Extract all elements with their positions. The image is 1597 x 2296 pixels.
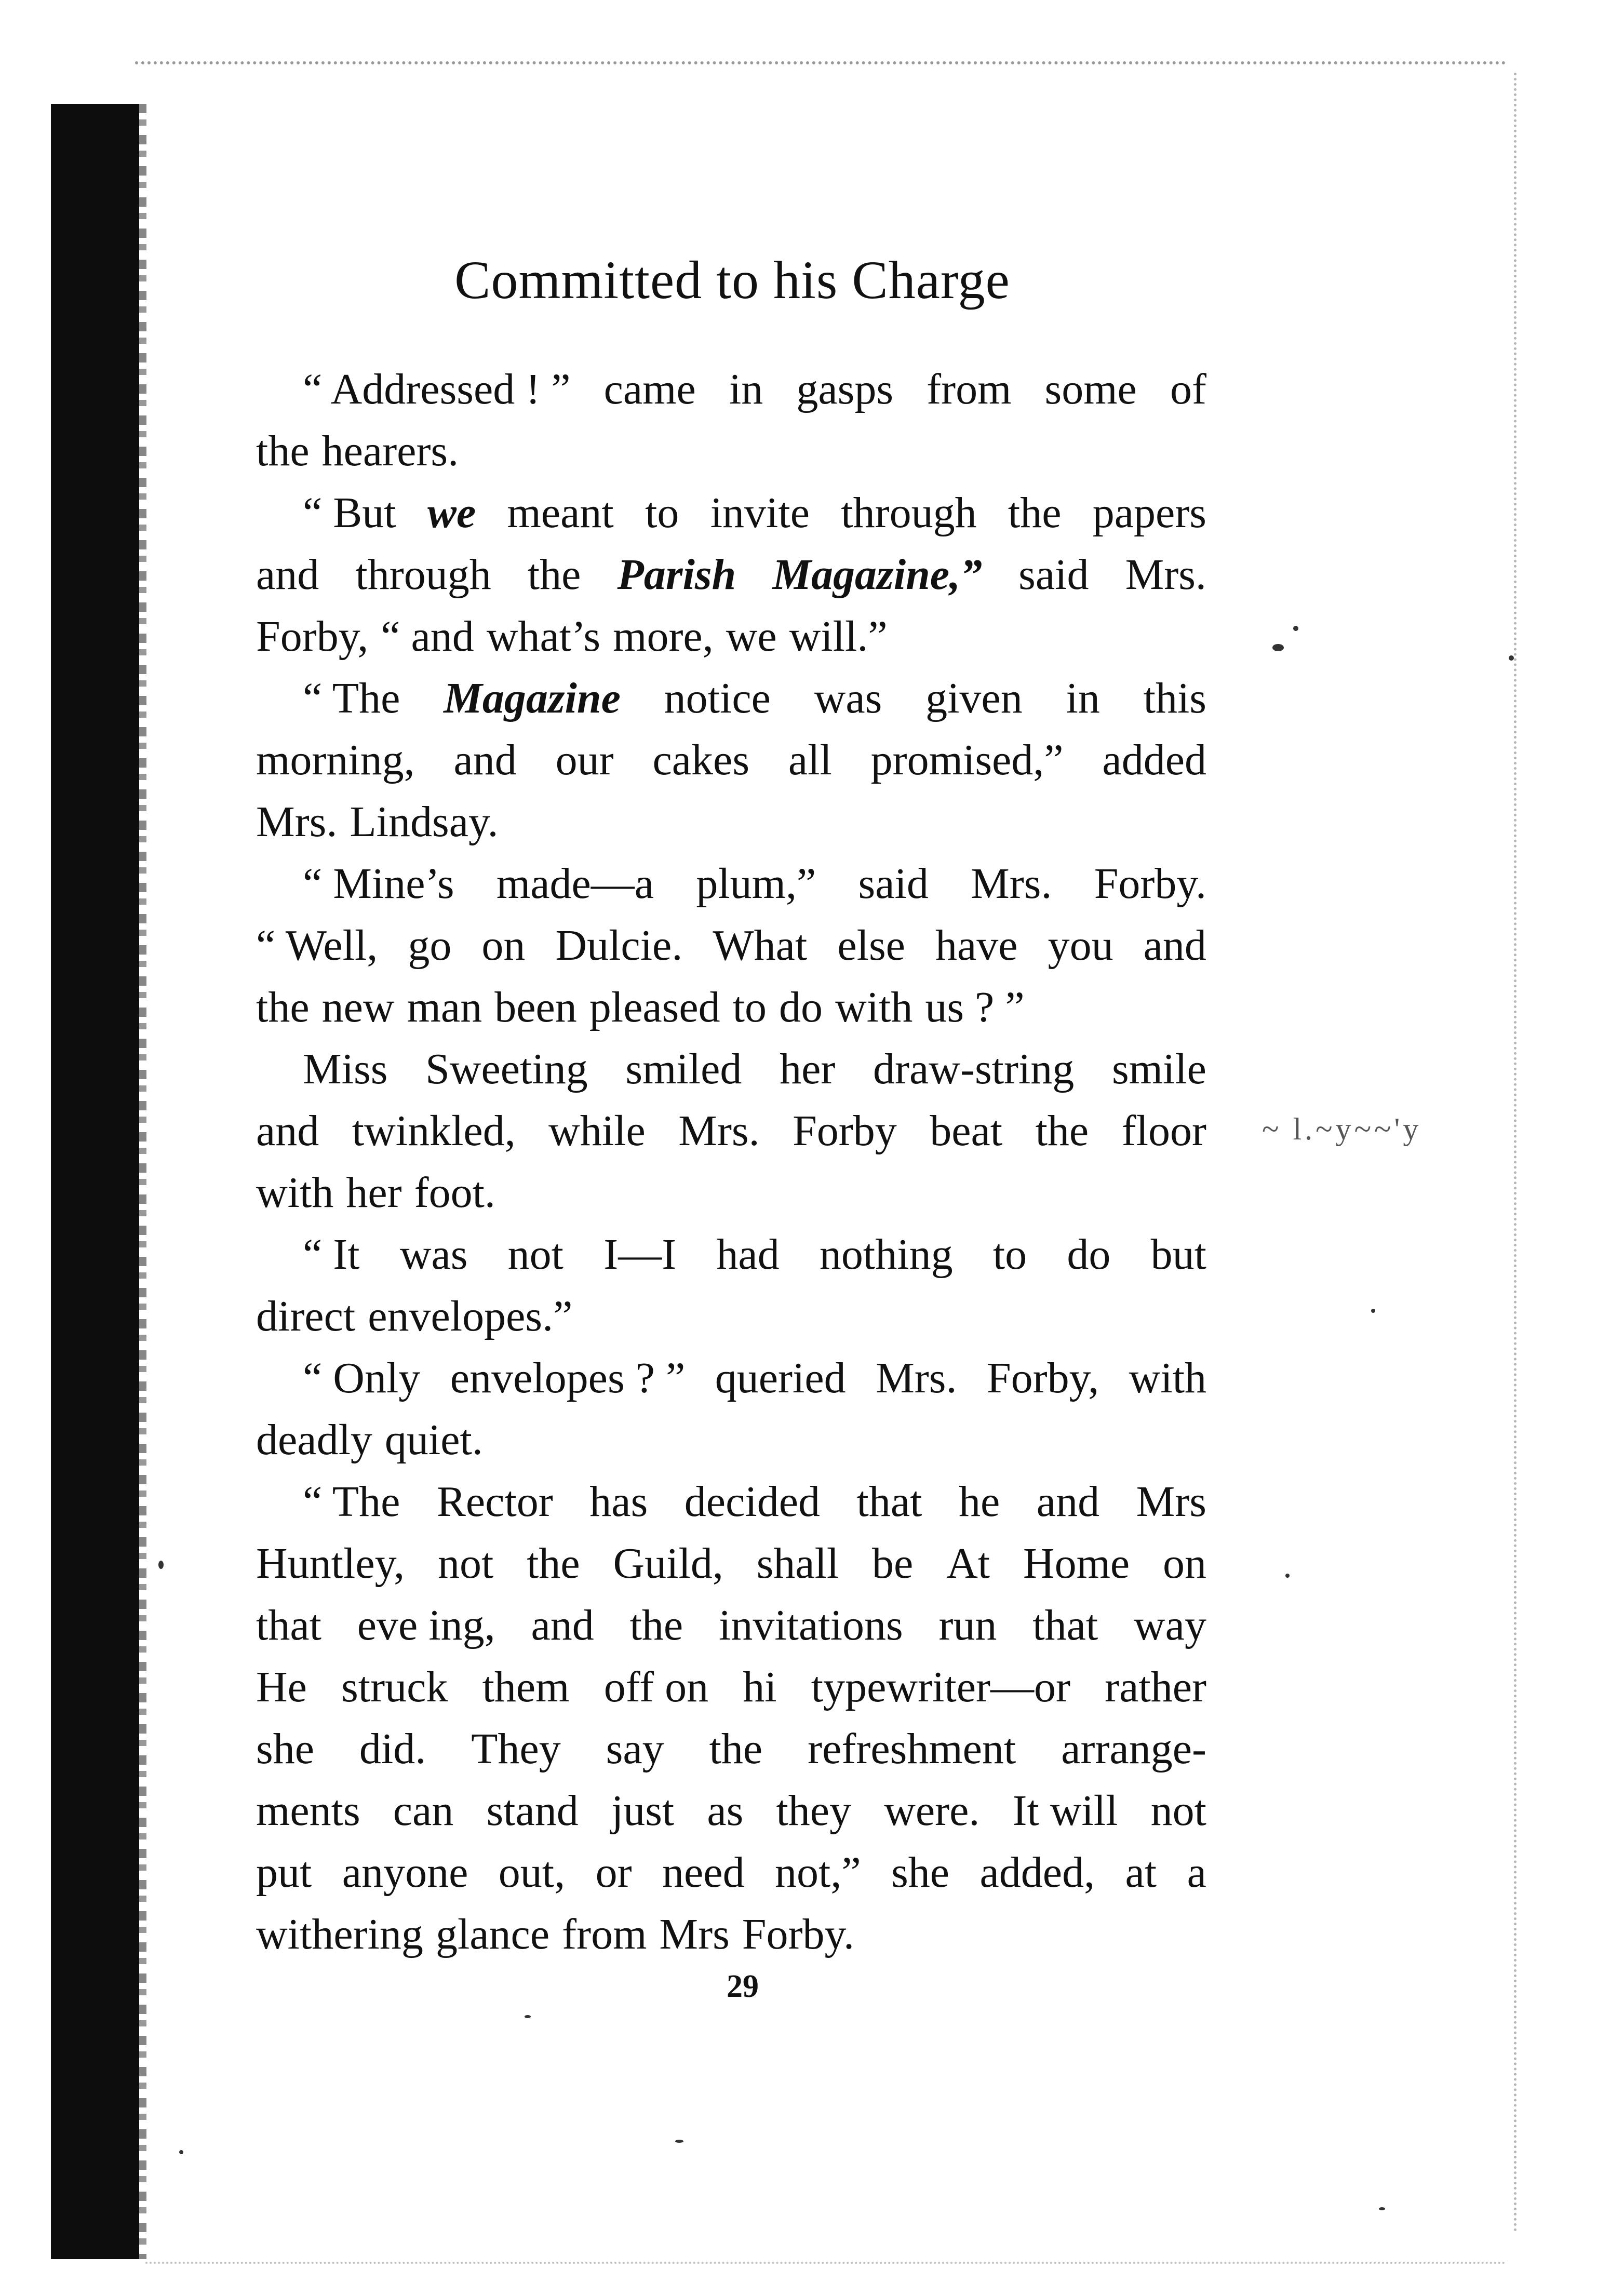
word: envelopes ? ” (450, 1354, 686, 1402)
word: through (841, 489, 977, 537)
word: some (1044, 365, 1137, 413)
word: Guild, (613, 1539, 723, 1588)
word: us ? ” (925, 983, 1025, 1031)
word: “ Only (303, 1354, 421, 1402)
word: not,” (775, 1848, 861, 1897)
word: stand (486, 1787, 579, 1835)
word: more, (613, 612, 714, 661)
word: the (709, 1725, 763, 1773)
word: with (835, 983, 913, 1031)
text-line (256, 1285, 1206, 1347)
word: while (548, 1107, 646, 1155)
binding-strip (51, 104, 139, 2259)
word: run (938, 1601, 997, 1649)
word: and (1143, 921, 1206, 970)
word: notice (664, 674, 771, 722)
speck (675, 2140, 683, 2143)
word: say (606, 1725, 664, 1773)
word: shall (756, 1539, 839, 1588)
word: given (925, 674, 1023, 722)
word: cakes (652, 736, 750, 784)
speck (1509, 655, 1514, 661)
word: hi (743, 1663, 777, 1711)
text-line (256, 358, 1206, 420)
word: the (1008, 489, 1062, 537)
word: or (595, 1848, 632, 1897)
word: papers (1092, 489, 1206, 537)
word: deadly (256, 1416, 372, 1464)
word: the (256, 983, 310, 1031)
word: just (611, 1787, 675, 1835)
word: not (507, 1230, 564, 1279)
word: that (856, 1478, 922, 1526)
word: invitations (718, 1601, 903, 1649)
word: with (1129, 1354, 1206, 1402)
word: Mrs. (678, 1107, 760, 1155)
word: hearers. (321, 427, 459, 475)
word: Sweeting (425, 1045, 588, 1093)
word: invite (710, 489, 810, 537)
speck (1293, 626, 1298, 631)
word: was (399, 1230, 468, 1279)
word: else (837, 921, 905, 970)
word: not (437, 1539, 494, 1588)
word: ments (256, 1787, 360, 1835)
text-line (256, 1594, 1206, 1656)
word: Forby, (986, 1354, 1099, 1402)
word: envelopes.” (368, 1292, 573, 1340)
word: direct (256, 1292, 356, 1340)
word: go (408, 921, 452, 970)
word: has (589, 1478, 648, 1526)
speck (1272, 644, 1284, 651)
word: draw-string (873, 1045, 1075, 1093)
word: our (555, 736, 614, 784)
word: What (713, 921, 808, 970)
word: from (562, 1910, 647, 1958)
word: “ and (381, 612, 474, 661)
word: Forby. (742, 1910, 855, 1958)
text-line (256, 1409, 1206, 1471)
word: she (891, 1848, 950, 1897)
text-line (256, 606, 1206, 667)
word: eve ing, (357, 1601, 495, 1649)
word: rather (1105, 1663, 1206, 1711)
word: we (726, 612, 777, 661)
text-line (256, 1533, 1206, 1594)
word: them (482, 1663, 570, 1711)
text-line (256, 976, 1206, 1038)
word: all (788, 736, 832, 784)
word: He (256, 1663, 307, 1711)
word: It will (1012, 1787, 1118, 1835)
word: what’s (486, 612, 601, 661)
word: They (471, 1725, 561, 1773)
word: but (1150, 1230, 1206, 1279)
word: “ Mine’s (303, 860, 454, 908)
word: Forby, (256, 612, 369, 661)
word: the (256, 427, 310, 475)
word: with (256, 1169, 334, 1217)
word: queried (715, 1354, 846, 1402)
word: “ But (303, 489, 396, 537)
word: this (1143, 674, 1206, 722)
word: have (935, 921, 1018, 970)
word: At (946, 1539, 990, 1588)
text-line (256, 729, 1206, 791)
word: and (531, 1601, 594, 1649)
text-line (256, 1656, 1206, 1718)
word: as (707, 1787, 744, 1835)
text-line (256, 482, 1206, 544)
speck (1371, 1309, 1375, 1313)
text-line (256, 544, 1206, 606)
word: Miss (303, 1045, 388, 1093)
word: Mrs (1136, 1478, 1206, 1526)
word: you (1048, 921, 1113, 970)
text-line (256, 1100, 1206, 1162)
text-line (256, 1162, 1206, 1224)
word: on (481, 921, 526, 970)
word: “ Well, (256, 921, 378, 970)
word: her (780, 1045, 836, 1093)
word: Lindsay. (350, 798, 499, 846)
page-edge-top (135, 61, 1506, 64)
word: “ The (303, 1478, 400, 1526)
word: had (716, 1230, 780, 1279)
speck (158, 1561, 164, 1569)
body-text (256, 358, 1206, 1965)
word: a (1187, 1848, 1206, 1897)
word: Forby. (1094, 860, 1206, 908)
speck (1285, 1574, 1290, 1578)
word: from (927, 365, 1012, 413)
text-line (256, 791, 1206, 853)
word: Home (1023, 1539, 1130, 1588)
word: the (527, 1539, 580, 1588)
word: Mrs. (876, 1354, 957, 1402)
text-line (256, 420, 1206, 482)
text-line (256, 853, 1206, 915)
word: Magazine,” (772, 550, 983, 599)
word: he (958, 1478, 1000, 1526)
text-line (256, 1842, 1206, 1903)
word: refreshment (808, 1725, 1016, 1773)
word: man (407, 983, 482, 1031)
word: at (1125, 1848, 1157, 1897)
word: her (346, 1169, 402, 1217)
word: arrange- (1061, 1725, 1206, 1773)
word: came (603, 365, 696, 413)
word: pleased (589, 983, 720, 1031)
word: twinkled, (352, 1107, 516, 1155)
word: promised,” (870, 736, 1064, 784)
page-edge-right (1514, 73, 1517, 2233)
word: said (858, 860, 929, 908)
word: gasps (796, 365, 894, 413)
word: the (527, 550, 581, 599)
word: plum,” (696, 860, 816, 908)
word: off on (603, 1663, 709, 1711)
page-number: 29 (727, 1969, 759, 2004)
word: that (1032, 1601, 1098, 1649)
word: Mrs. (256, 798, 338, 846)
word: were. (884, 1787, 980, 1835)
margin-scribble: ~ l.~y~~'y (1262, 1112, 1422, 1146)
word: smile (1111, 1045, 1206, 1093)
word: will.” (789, 612, 888, 661)
text-line (256, 1224, 1206, 1285)
binding-edge (139, 104, 146, 2259)
word: Magazine (444, 674, 621, 722)
word: “ The (303, 674, 400, 722)
word: decided (684, 1478, 820, 1526)
word: put (256, 1848, 312, 1897)
text-line (256, 915, 1206, 976)
word: withering (256, 1910, 423, 1958)
word: “ It (303, 1230, 360, 1279)
word: anyone (342, 1848, 468, 1897)
word: they (776, 1787, 852, 1835)
word: need (662, 1848, 745, 1897)
word: beat (930, 1107, 1003, 1155)
word: struck (341, 1663, 448, 1711)
word: added, (979, 1848, 1095, 1897)
word: Mrs. (1125, 550, 1206, 599)
word: way (1134, 1601, 1206, 1649)
text-line (256, 1347, 1206, 1409)
word: can (393, 1787, 454, 1835)
word: Forby (793, 1107, 897, 1155)
word: she (256, 1725, 314, 1773)
word: foot. (414, 1169, 495, 1217)
word: of (1170, 365, 1206, 413)
word: floor (1121, 1107, 1206, 1155)
word: to (732, 983, 767, 1031)
word: made—a (496, 860, 654, 908)
word: did. (359, 1725, 426, 1773)
word: do (779, 983, 823, 1031)
text-line (256, 1903, 1206, 1965)
word: not (1150, 1787, 1206, 1835)
word: was (814, 674, 882, 722)
word: Dulcie. (555, 921, 683, 970)
speck (1379, 2207, 1385, 2210)
word: glance (435, 1910, 550, 1958)
word: Mrs. (971, 860, 1052, 908)
word: I—I (603, 1230, 677, 1279)
word: out, (498, 1848, 566, 1897)
word: that (256, 1601, 321, 1649)
word: Mrs (659, 1910, 730, 1958)
text-line (256, 1780, 1206, 1842)
word: morning, (256, 736, 415, 784)
word: added (1102, 736, 1206, 784)
word: been (494, 983, 577, 1031)
word: “ Addressed ! ” (303, 365, 571, 413)
word: Parish (617, 550, 736, 599)
text-line (256, 1038, 1206, 1100)
word: to (992, 1230, 1027, 1279)
word: meant (507, 489, 614, 537)
word: we (427, 489, 476, 537)
speck (179, 2150, 183, 2154)
word: through (355, 550, 491, 599)
word: nothing (819, 1230, 953, 1279)
word: Huntley, (256, 1539, 405, 1588)
word: and (453, 736, 517, 784)
page-edge-bottom (145, 2262, 1506, 2264)
word: the (1035, 1107, 1089, 1155)
word: in (1066, 674, 1100, 722)
word: do (1067, 1230, 1111, 1279)
word: on (1162, 1539, 1206, 1588)
text-line (256, 1471, 1206, 1533)
word: smiled (625, 1045, 742, 1093)
word: and (1036, 1478, 1100, 1526)
text-line (256, 667, 1206, 729)
word: typewriter—or (811, 1663, 1070, 1711)
word: quiet. (384, 1416, 483, 1464)
text-line (256, 1718, 1206, 1780)
word: said (1018, 550, 1089, 599)
word: Rector (436, 1478, 553, 1526)
running-header: Committed to his Charge (454, 250, 1010, 310)
word: new (321, 983, 395, 1031)
speck (525, 2015, 531, 2018)
word: be (872, 1539, 914, 1588)
word: and (256, 1107, 319, 1155)
word: in (729, 365, 763, 413)
word: the (629, 1601, 683, 1649)
word: and (256, 550, 319, 599)
word: to (645, 489, 679, 537)
